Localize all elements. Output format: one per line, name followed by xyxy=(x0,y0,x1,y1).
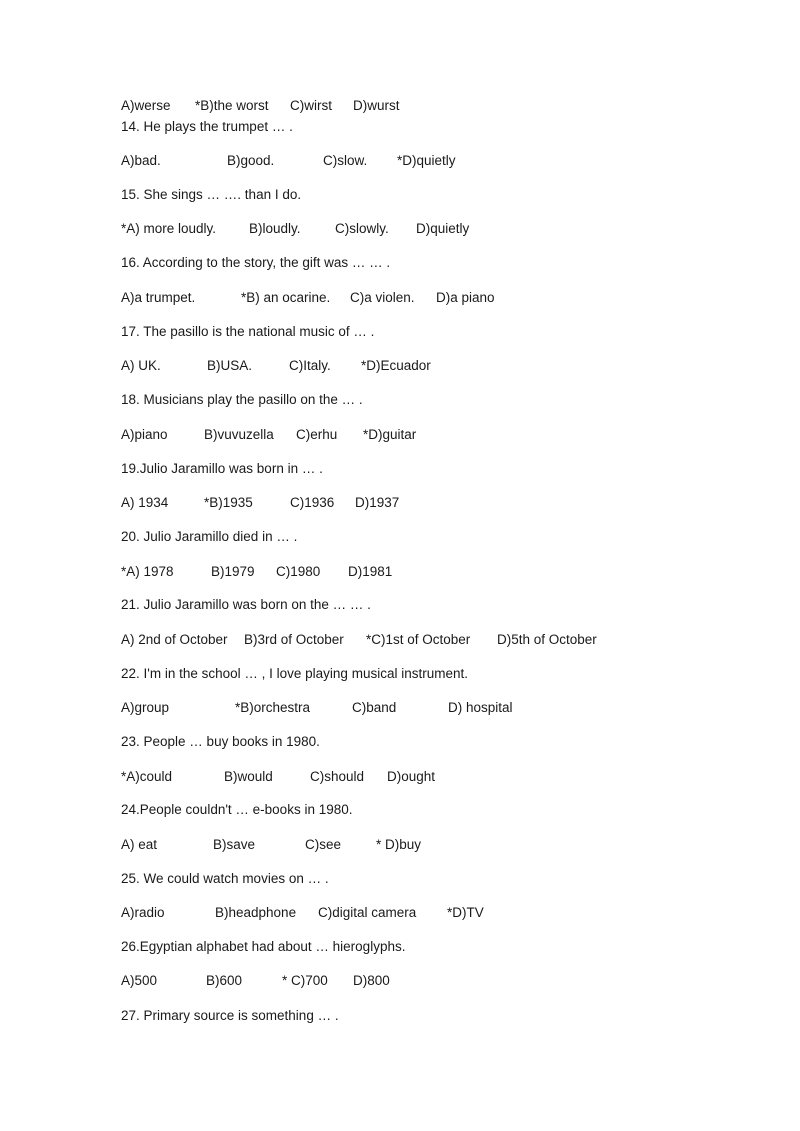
option-d: D)wurst xyxy=(353,98,400,113)
option-d: *D)quietly xyxy=(397,153,456,168)
option-d: *D)Ecuador xyxy=(361,358,431,373)
option-a: *A) 1978 xyxy=(121,564,174,579)
question-22: 22. I'm in the school … , I love playing musical instrument. xyxy=(121,666,468,681)
option-b: B)good. xyxy=(227,153,275,168)
option-d: D)5th of October xyxy=(497,632,597,647)
option-c: C)wirst xyxy=(290,98,332,113)
option-c: C)see xyxy=(305,837,342,852)
option-c: C)erhu xyxy=(296,427,338,442)
question-21: 21. Julio Jaramillo was born on the … … . xyxy=(121,597,371,612)
option-d: *D)TV xyxy=(447,905,484,920)
option-c: C)slowly. xyxy=(335,221,389,236)
option-a: A)radio xyxy=(121,905,165,920)
option-d: D)1981 xyxy=(348,564,393,579)
option-a: A) 1934 xyxy=(121,495,169,510)
question-23: 23. People … buy books in 1980. xyxy=(121,734,320,749)
option-b: *B)the worst xyxy=(195,98,269,113)
option-a: A) 2nd of October xyxy=(121,632,228,647)
question-18: 18. Musicians play the pasillo on the … . xyxy=(121,392,363,407)
question-27: 27. Primary source is something … . xyxy=(121,1008,339,1023)
option-c: C)slow. xyxy=(323,153,368,168)
option-d: * D)buy xyxy=(376,837,422,852)
option-d: D)800 xyxy=(353,973,390,988)
option-b: *B)orchestra xyxy=(235,700,311,715)
question-26: 26.Egyptian alphabet had about … hieroglyphs. xyxy=(121,939,406,954)
option-a: A) UK. xyxy=(121,358,161,373)
option-b: B)USA. xyxy=(207,358,253,373)
option-b: B)would xyxy=(224,769,273,784)
option-b: B)save xyxy=(213,837,256,852)
option-d: D)ought xyxy=(387,769,436,784)
option-b: *B)1935 xyxy=(204,495,253,510)
option-a: A)bad. xyxy=(121,153,161,168)
option-a: A)a trumpet. xyxy=(121,290,196,305)
option-a: A)werse xyxy=(121,98,171,113)
question-15: 15. She sings … …. than I do. xyxy=(121,187,302,202)
option-b: B)1979 xyxy=(211,564,255,579)
question-24: 24.People couldn't … e-books in 1980. xyxy=(121,802,353,817)
question-17: 17. The pasillo is the national music of … . xyxy=(121,324,375,339)
option-c: * C)700 xyxy=(282,973,328,988)
option-d: D)a piano xyxy=(436,290,495,305)
option-b: B)headphone xyxy=(215,905,297,920)
option-b: *B) an ocarine. xyxy=(241,290,331,305)
option-d: D) hospital xyxy=(448,700,513,715)
option-c: C)should xyxy=(310,769,365,784)
question-19: 19.Julio Jaramillo was born in … . xyxy=(121,461,323,476)
option-a: *A) more loudly. xyxy=(121,221,217,236)
question-20: 20. Julio Jaramillo died in … . xyxy=(121,529,298,544)
question-14: 14. He plays the trumpet … . xyxy=(121,119,293,134)
option-a: A)500 xyxy=(121,973,158,988)
option-a: A)group xyxy=(121,700,170,715)
option-c: C)digital camera xyxy=(318,905,417,920)
option-c: C)band xyxy=(352,700,397,715)
option-a: A) eat xyxy=(121,837,158,852)
option-c: C)1936 xyxy=(290,495,335,510)
option-c: *C)1st of October xyxy=(366,632,471,647)
option-c: C)Italy. xyxy=(289,358,331,373)
question-16: 16. According to the story, the gift was … … . xyxy=(121,255,391,270)
question-25: 25. We could watch movies on … . xyxy=(121,871,329,886)
option-b: B)3rd of October xyxy=(244,632,344,647)
option-d: D)1937 xyxy=(355,495,400,510)
option-d: D)quietly xyxy=(416,221,470,236)
option-a: *A)could xyxy=(121,769,173,784)
option-c: C)1980 xyxy=(276,564,321,579)
option-b: B)600 xyxy=(206,973,243,988)
option-b: B)loudly. xyxy=(249,221,301,236)
option-d: *D)guitar xyxy=(363,427,417,442)
option-a: A)piano xyxy=(121,427,168,442)
option-c: C)a violen. xyxy=(350,290,415,305)
option-b: B)vuvuzella xyxy=(204,427,274,442)
